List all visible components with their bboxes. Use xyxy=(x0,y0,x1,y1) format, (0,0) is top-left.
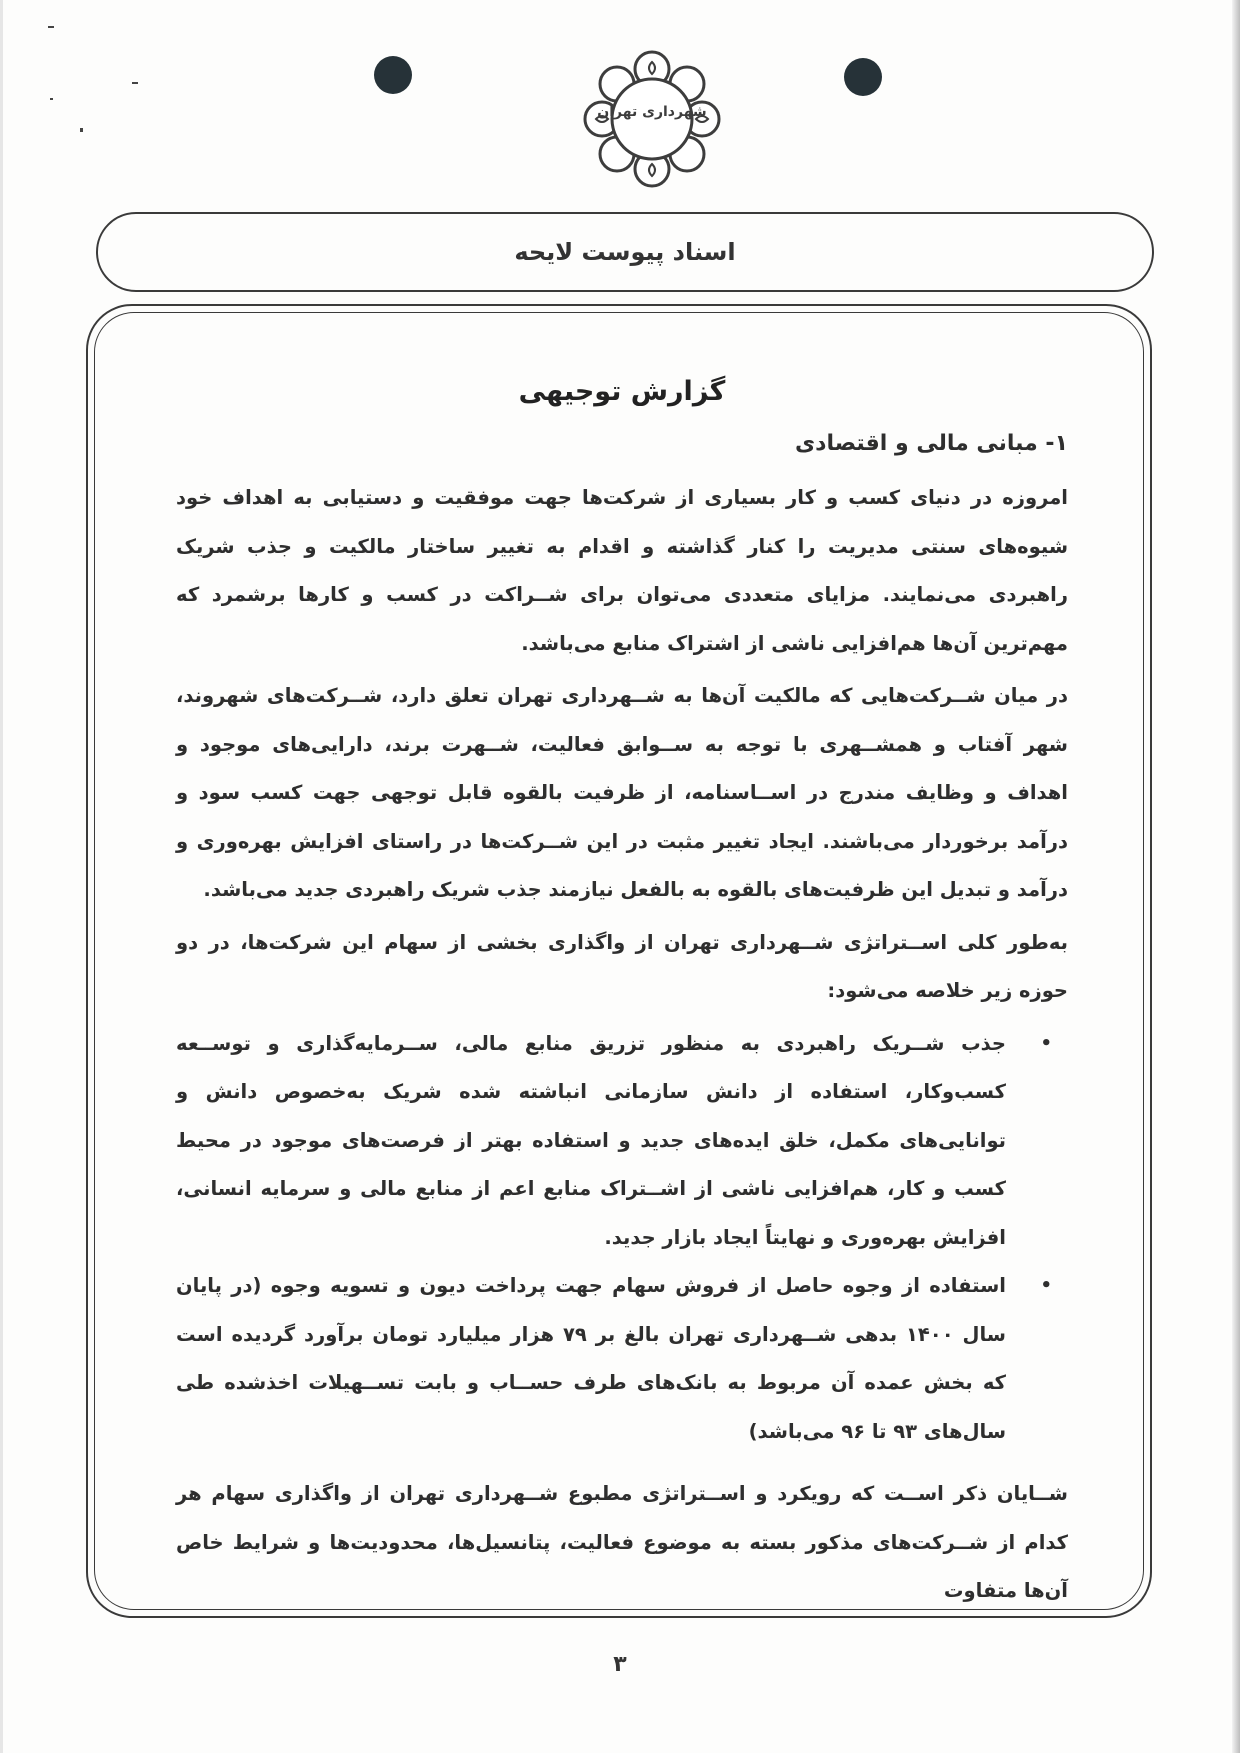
scan-speck xyxy=(50,98,53,100)
report-content xyxy=(176,372,1068,1620)
scan-speck xyxy=(48,26,54,28)
scan-speck xyxy=(132,82,138,84)
punch-hole-right xyxy=(844,58,882,96)
scan-right-edge xyxy=(1232,0,1240,1753)
paragraph: امروزه در دنیای کسب و کار بسیاری از شرکت‌ها جهت موفقیت و دستیابی به اهداف خود شیوه‌های سنتی مدیریت را کنار گذاشته و اقدام به تغییر ساختار مالکیت و جذب شریک راهبردی می‌نمایند. مزایای متعددی می‌توان برای شــراکت در کسب و کارها برشمرد که مهم‌ترین آن‌ها هم‌افزایی ناشی از اشتراک منابع می‌باشد. xyxy=(176,486,1068,655)
header-box xyxy=(96,212,1154,292)
bullet-list xyxy=(176,1020,1068,1457)
paragraph: به‌طور کلی اســتراتژی شــهرداری تهران از واگذاری بخشی از سهام این شرکت‌ها، در دو حوزه زیر خلاصه می‌شود: xyxy=(176,930,1068,1002)
tehran-municipality-logo-icon xyxy=(578,44,726,194)
section-heading: ۱- مبانی مالی و اقتصادی xyxy=(795,431,1068,456)
report-title: گزارش توجیهی xyxy=(518,376,726,407)
punch-hole-left xyxy=(374,56,412,94)
scan-left-edge xyxy=(0,0,3,1753)
bullet-item: • جذب شــریک راهبردی به منظور تزریق منابع مالی، ســرمایه‌گذاری و توســعه کسب‌وکار، استفاده از دانش سازمانی انباشته شده شریک به‌خصوص دانش و توانایی‌های مکمل، خلق ایده‌های جدید و استفاده بهتر از فرصت‌های موجود در محیط کسب و کار، هم‌افزایی ناشی از اشــتراک منابع اعم از منابع مالی و سرمایه انسانی، افزایش بهره‌وری و نهایتاً ایجاد بازار جدید. xyxy=(176,1020,1068,1263)
page-number: ۳ xyxy=(613,1652,627,1677)
logo-text: شهرداری تهران xyxy=(597,104,707,120)
header-title: اسناد پیوست لایحه xyxy=(514,238,736,266)
closing-paragraph: شــایان ذکر اســت که رویکرد و اســتراتژی مطبوع شــهرداری تهران از واگذاری سهام هر کدام از شــرکت‌های مذکور بسته به موضوع فعالیت، پتانسیل‌ها، محدودیت‌ها و شرایط خاص آن‌ها متفاوت xyxy=(176,1482,1068,1602)
scan-speck xyxy=(80,128,83,132)
paragraph: در میان شــرکت‌هایی که مالکیت آن‌ها به شــهرداری تهران تعلق دارد، شــرکت‌های شهروند، شهر آفتاب و همشــهری با توجه به ســوابق فعالیت، شــهرت برند، دارایی‌های موجود و اهداف و وظایف مندرج در اســاسنامه، از ظرفیت بالقوه قابل توجهی جهت کسب سود و درآمد برخوردار می‌باشند. ایجاد تغییر مثبت در این شــرکت‌ها در راستای افزایش بهره‌وری و درآمد و تبدیل این ظرفیت‌های بالقوه به بالفعل نیازمند جذب شریک راهبردی جدید می‌باشد. xyxy=(176,684,1068,901)
bullet-item: • استفاده از وجوه حاصل از فروش سهام جهت پرداخت دیون و تسویه وجوه (در پایان سال ۱۴۰۰ بدهی شــهرداری تهران بالغ بر ۷۹ هزار میلیارد تومان برآورد گردیده است که بخش عمده آن مربوط به بانک‌های طرف حســاب و بابت تســهیلات اخذشده طی سال‌های ۹۳ تا ۹۶ می‌باشد) xyxy=(176,1262,1068,1456)
